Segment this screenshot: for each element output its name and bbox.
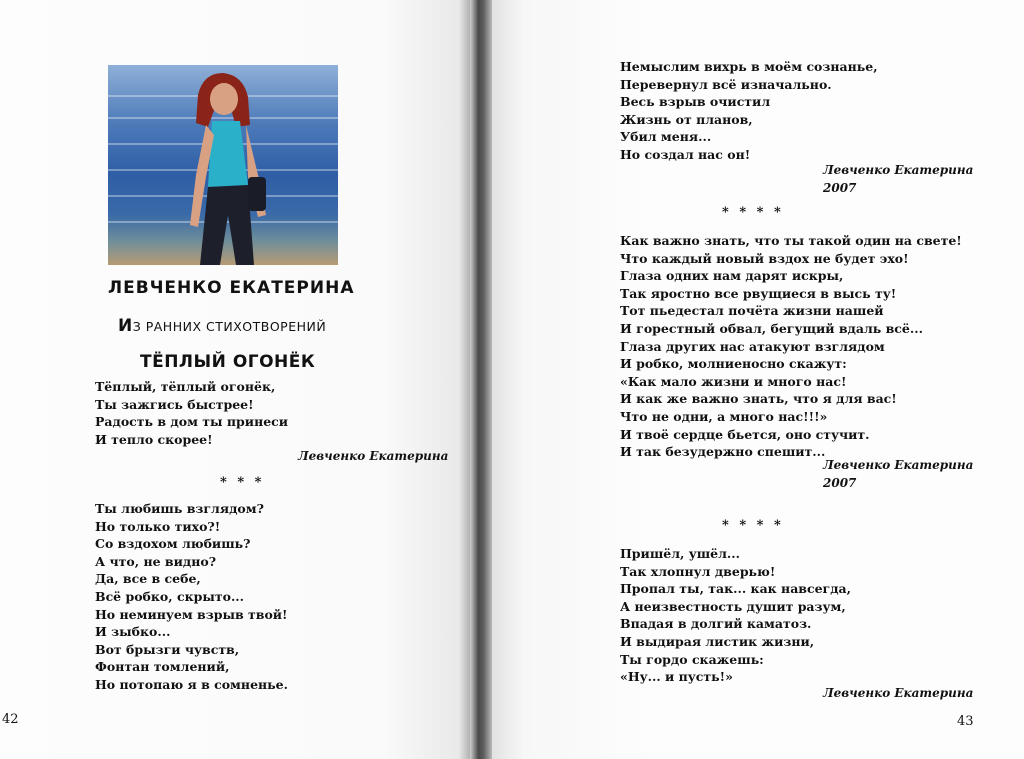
- poem-line: Но неминуем взрыв твой!: [95, 606, 288, 622]
- poem-line: И твоё сердце бьется, оно стучит.: [620, 426, 870, 442]
- poem3-verse: [620, 58, 878, 164]
- poem5-signature: Левченко Екатерина: [823, 686, 974, 700]
- poem-line: Вот брызги чувств,: [95, 641, 240, 657]
- poem-line: «Как мало жизни и много нас!: [620, 373, 847, 389]
- poem-line: А неизвестность душит разум,: [620, 598, 846, 614]
- poem-line: Ты любишь взглядом?: [95, 501, 264, 516]
- right-page: [492, 0, 1024, 759]
- poem-line: Убил меня...: [620, 129, 712, 145]
- left-page: [0, 0, 478, 759]
- poem-line: Глаза одних нам дарят искры,: [620, 268, 844, 284]
- poem4-signature: Левченко Екатерина: [823, 458, 974, 472]
- poem-line: Весь взрыв очистил: [620, 94, 771, 110]
- poem-line: Жизнь от планов,: [620, 111, 753, 127]
- poem-line: Радость в дом ты принеси: [95, 414, 289, 430]
- poem1-verse: [95, 378, 288, 448]
- poem-line: Так яростно все рвущиеся в высь ту!: [620, 285, 897, 301]
- poem-line: Ты зажгись быстрее!: [95, 396, 254, 412]
- section-subtitle: [118, 316, 326, 336]
- poem-line: Как важно знать, что ты такой один на свете!: [620, 233, 962, 248]
- poem-line: Пропал ты, так... как навсегда,: [620, 581, 851, 597]
- poem-line: Пришёл, ушёл...: [620, 546, 740, 561]
- poem-line: Что каждый новый вздох не будет эхо!: [620, 250, 909, 266]
- poem-line: «Ну... и пусть!»: [620, 669, 733, 685]
- poem-line: Со вздохом любишь?: [95, 536, 251, 552]
- poem-line: Впадая в долгий каматоз.: [620, 616, 812, 632]
- page-number-right: 43: [957, 714, 974, 729]
- poem-line: Тот пьедестал почёта жизни нашей: [620, 303, 884, 319]
- poem-line: И так безудержно спешит...: [620, 444, 826, 460]
- poem1-signature: Левченко Екатерина: [298, 449, 449, 463]
- separator-1: * * * *: [722, 205, 784, 220]
- page-number-left: 42: [2, 712, 19, 727]
- poem3-signature: Левченко Екатерина: [823, 163, 974, 177]
- poem-line: Но потопаю я в сомненье.: [95, 676, 288, 692]
- poem-line: Всё робко, скрыто...: [95, 588, 245, 604]
- poem5-verse: [620, 545, 851, 686]
- separator: * * *: [220, 475, 265, 490]
- poem-title: ТЁПЛЫЙ ОГОНЁК: [140, 352, 316, 372]
- poem2-verse: [95, 500, 288, 694]
- poem-line: Перевернул всё изначально.: [620, 76, 832, 92]
- poem-line: Ты гордо скажешь:: [620, 651, 764, 667]
- author-photo: [108, 65, 338, 265]
- poem-line: И как же важно знать, что я для вас!: [620, 391, 897, 407]
- poem-line: А что, не видно?: [95, 553, 217, 569]
- poem-line: И выдирая листик жизни,: [620, 633, 815, 649]
- poem-line: Да, все в себе,: [95, 571, 201, 587]
- separator-2: * * * *: [722, 518, 784, 533]
- girl-figure: [108, 65, 338, 265]
- poem-line: И робко, молниеносно скажут:: [620, 356, 847, 372]
- poem-line: Но только тихо?!: [95, 518, 221, 534]
- poem-line: И зыбко...: [95, 624, 171, 640]
- poem3-year: 2007: [823, 181, 857, 195]
- poem4-verse: [620, 232, 962, 461]
- poem-line: Что не одни, а много нас!!!»: [620, 408, 828, 424]
- poem-line: И горестный обвал, бегущий вдаль всё...: [620, 320, 923, 336]
- poem-line: Немыслим вихрь в моём сознанье,: [620, 59, 878, 74]
- poem-line: И тепло скорее!: [95, 431, 213, 447]
- book-gutter: [470, 0, 494, 759]
- subtitle-initial: И: [118, 316, 133, 336]
- poem-line: Но создал нас он!: [620, 146, 751, 162]
- poem-line: Глаза других нас атакуют взглядом: [620, 338, 885, 354]
- poem-line: Тёплый, тёплый огонёк,: [95, 379, 276, 394]
- subtitle-rest: З РАННИХ СТИХОТВОРЕНИЙ: [132, 319, 327, 334]
- poem4-year: 2007: [823, 476, 857, 490]
- poem-line: Фонтан томлений,: [95, 659, 230, 675]
- author-heading: ЛЕВЧЕНКО ЕКАТЕРИНА: [108, 278, 355, 298]
- poem-line: Так хлопнул дверью!: [620, 563, 776, 579]
